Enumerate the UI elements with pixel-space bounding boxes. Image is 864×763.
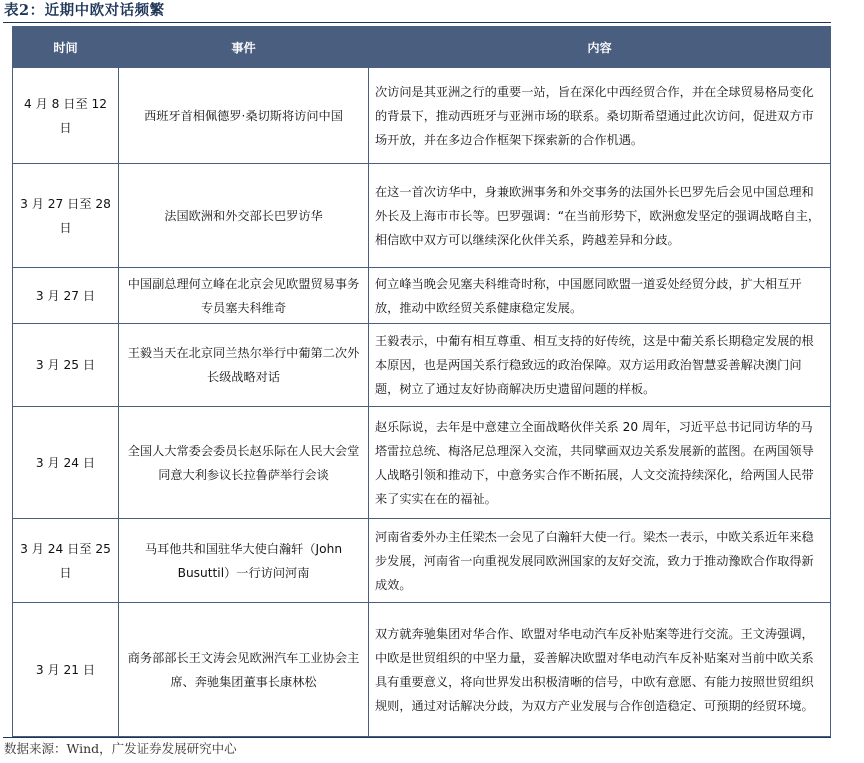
table-row: [13, 268, 831, 324]
table-row: [13, 164, 831, 268]
row-time: 3 月 21 日: [13, 603, 119, 737]
row-time: 3 月 27 日: [13, 268, 119, 324]
row-time: 4 月 8 日至 12 日: [13, 68, 119, 164]
row-time: 3 月 24 日至 25 日: [13, 519, 119, 603]
table-row: [13, 519, 831, 603]
row-event: 商务部部长王文涛会见欧洲汽车工业协会主席、奔驰集团董事长康林松: [119, 603, 369, 737]
table-row: [13, 324, 831, 407]
header-time: 时间: [13, 27, 119, 68]
source-note: 数据来源：Wind，广发证券发展研究中心: [4, 741, 237, 756]
row-content: 赵乐际说，去年是中意建立全面战略伙伴关系 20 周年，习近平总书记同访华的马塔雷拉总统、梅洛尼总理深入交流，共同擘画双边关系发展新的蓝图。在两国领导人战略引领和推动下，中意务实合作不断拓展，人文交流持续深化，给两国人民带来了实实在在的福祉。: [369, 407, 831, 519]
row-content: 何立峰当晚会见塞夫科维奇时称，中国愿同欧盟一道妥处经贸分歧，扩大相互开放，推动中欧经贸关系健康稳定发展。: [369, 268, 831, 324]
row-content: 河南省委外办主任梁杰一会见了白瀚轩大使一行。梁杰一表示，中欧关系近年来稳步发展，河南省一向重视发展同欧洲国家的友好交流，致力于推动豫欧合作取得新成效。: [369, 519, 831, 603]
row-content: 王毅表示，中葡有相互尊重、相互支持的好传统，这是中葡关系长期稳定发展的根本原因，也是两国关系行稳致远的政治保障。双方运用政治智慧妥善解决澳门问题，树立了通过友好协商解决历史遗留问题的样板。: [369, 324, 831, 407]
row-time: 3 月 25 日: [13, 324, 119, 407]
row-event: 马耳他共和国驻华大使白瀚轩（John Busuttil）一行访问河南: [119, 519, 369, 603]
table-title: 表2：近期中欧对话频繁: [4, 2, 165, 19]
row-event: 中国副总理何立峰在北京会见欧盟贸易事务专员塞夫科维奇: [119, 268, 369, 324]
row-content: 次访问是其亚洲之行的重要一站，旨在深化中西经贸合作，并在全球贸易格局变化的背景下，推动西班牙与亚洲市场的联系。桑切斯希望通过此次访问，促进双方市场开放，并在多边合作框架下探索新的合作机遇。: [369, 68, 831, 164]
row-event: 西班牙首相佩德罗·桑切斯将访问中国: [119, 68, 369, 164]
row-event: 法国欧洲和外交部长巴罗访华: [119, 164, 369, 268]
header-event: 事件: [119, 27, 369, 68]
dialogue-table: [12, 26, 831, 737]
table-header-row: [13, 27, 831, 68]
row-content: 双方就奔驰集团对华合作、欧盟对华电动汽车反补贴案等进行交流。王文涛强调，中欧是世贸组织的中坚力量，妥善解决欧盟对华电动汽车反补贴案对当前中欧关系具有重要意义，将向世界发出积极清晰的信号，中欧有意愿、有能力按照世贸组织规则，通过对话解决分歧，为双方产业发展与合作创造稳定、可预期的经贸环境。: [369, 603, 831, 737]
row-event: 全国人大常委会委员长赵乐际在人民大会堂同意大利参议长拉鲁萨举行会谈: [119, 407, 369, 519]
table-row: [13, 603, 831, 737]
row-time: 3 月 24 日: [13, 407, 119, 519]
row-time: 3 月 27 日至 28 日: [13, 164, 119, 268]
row-event: 王毅当天在北京同兰热尔举行中葡第二次外长级战略对话: [119, 324, 369, 407]
table-row: [13, 407, 831, 519]
row-content: 在这一首次访华中，身兼欧洲事务和外交事务的法国外长巴罗先后会见中国总理和外长及上海市市长等。巴罗强调：“在当前形势下，欧洲愈发坚定的强调战略自主，相信欧中双方可以继续深化伙伴关系，跨越差异和分歧。: [369, 164, 831, 268]
header-content: 内容: [369, 27, 831, 68]
title-divider: [3, 22, 831, 23]
table-row: [13, 68, 831, 164]
